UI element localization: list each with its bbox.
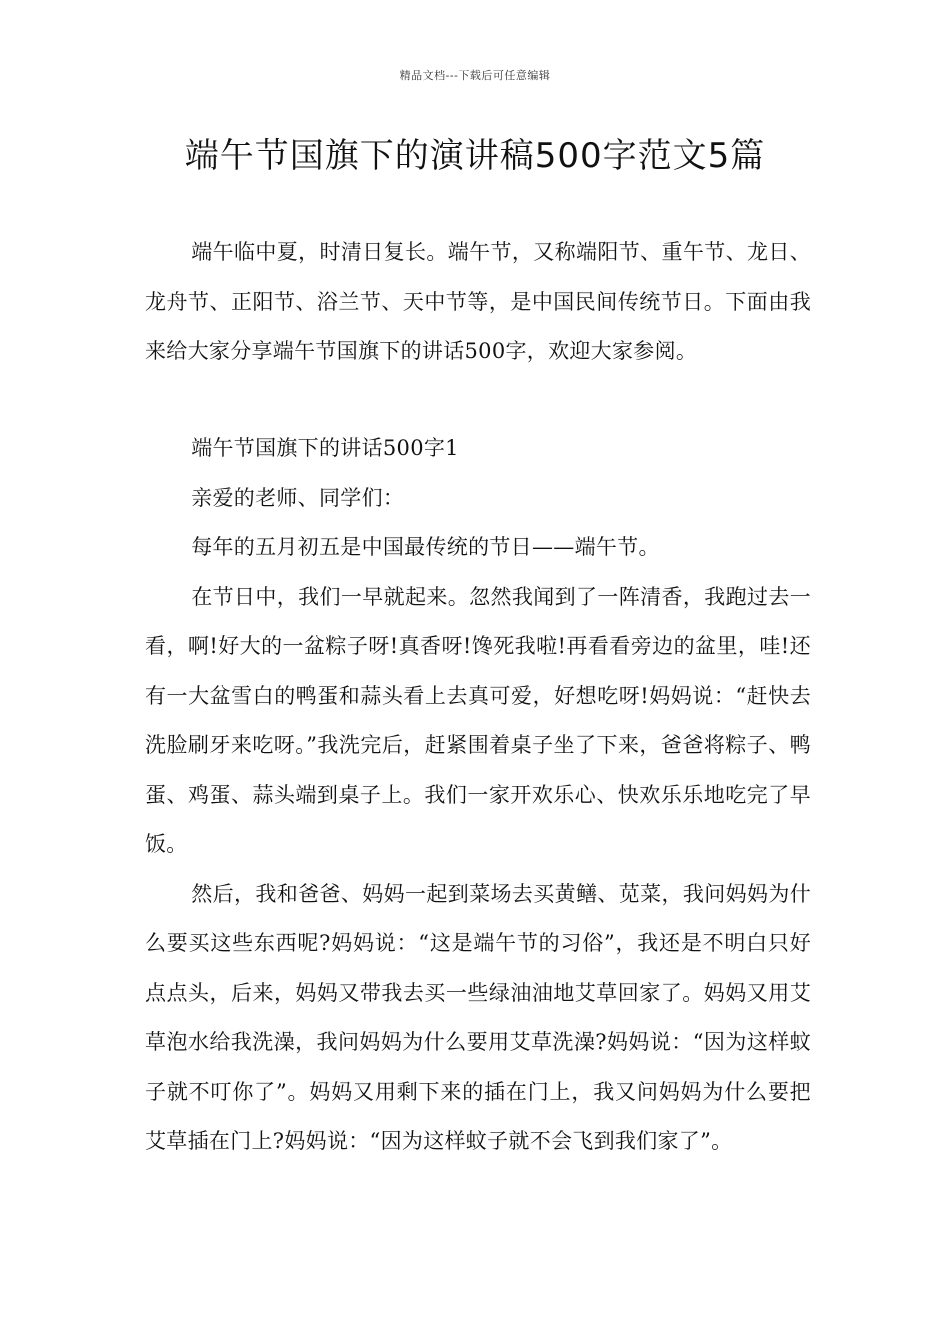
body-paragraph: 然后，我和爸爸、妈妈一起到菜场去买黄鳝、苋菜，我问妈妈为什么要买这些东西呢?妈妈说：“这是端午节的习俗”，我还是不明白只好点点头，后来，妈妈又带我去买一些绿油油地艾草回家了。妈妈又用艾草泡水给我洗澡，我问妈妈为什么要用艾草洗澡?妈妈说：“因为这样蚊子就不叮你了”。妈妈又用剩下来的插在门上，我又问妈妈为什么要把艾草插在门上?妈妈说：“因为这样蚊子就不会飞到我们家了”。: [145, 881, 811, 1153]
section-heading: 端午节国旗下的讲话500字1: [191, 436, 459, 460]
intro-block: [145, 228, 811, 377]
document-title: 端午节国旗下的演讲稿500字范文5篇: [184, 136, 766, 176]
main-block: [145, 424, 811, 1167]
salutation: 亲爱的老师、同学们：: [191, 485, 405, 510]
body-paragraph: 在节日中，我们一早就起来。忽然我闻到了一阵清香，我跑过去一看，啊!好大的一盆粽子呀!真香呀!馋死我啦!再看看旁边的盆里，哇!还有一大盆雪白的鸭蛋和蒜头看上去真可爱，好想吃呀!妈妈说：“赶快去洗脸刷牙来吃呀。”我洗完后，赶紧围着桌子坐了下来，爸爸将粽子、鸭蛋、鸡蛋、蒜头端到桌子上。我们一家开欢乐心、快欢乐乐地吃完了早饭。: [145, 584, 811, 856]
body-paragraph: 每年的五月初五是中国最传统的节日——端午节。: [191, 535, 660, 559]
intro-paragraph: 端午临中夏，时清日复长。端午节，又称端阳节、重午节、龙日、龙舟节、正阳节、浴兰节、天中节等，是中国民间传统节日。下面由我来给大家分享端午节国旗下的讲话500字，欢迎大家参阅。: [145, 240, 811, 363]
header-note: 精品文档---下载后可任意编辑: [399, 69, 551, 82]
